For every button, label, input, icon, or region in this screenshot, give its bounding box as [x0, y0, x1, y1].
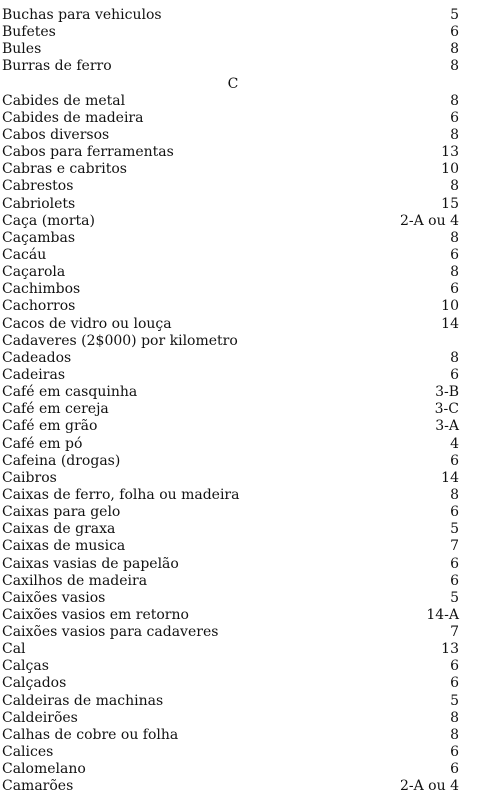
entry-code: 2-A ou 4 [399, 778, 459, 795]
entry-row [0, 316, 482, 333]
entry-name: Caça (morta) [2, 212, 95, 229]
entry-code: 14 [441, 469, 459, 486]
entry-row [0, 418, 482, 435]
entry-name: Caçarola [2, 264, 66, 281]
entry-row [0, 590, 482, 607]
entry-row [0, 350, 482, 367]
entry-row [0, 58, 482, 75]
entry-name: Cachorros [2, 298, 76, 315]
entry-code: 6 [450, 555, 459, 572]
section-letter: C [227, 75, 239, 92]
entry-code: 8 [450, 229, 459, 246]
entry-name: Calças [2, 658, 49, 675]
section-letter-wrap [0, 76, 482, 93]
entry-code: 8 [450, 709, 459, 726]
entry-row [0, 658, 482, 675]
entry-code: 8 [450, 92, 459, 109]
entry-name: Caxilhos de madeira [2, 572, 148, 589]
entry-row [0, 401, 482, 418]
entry-row [0, 93, 482, 110]
entry-name: Caixas de ferro, folha ou madeira [2, 486, 240, 503]
entry-code: 7 [450, 624, 459, 641]
entry-code: 14 [441, 315, 459, 332]
entry-name: Caçambas [2, 229, 76, 246]
entry-code: 7 [450, 538, 459, 555]
entry-row [0, 710, 482, 727]
entry-name: Café em cereja [2, 401, 109, 418]
entry-row [0, 436, 482, 453]
entry-row [0, 110, 482, 127]
entry-row [0, 230, 482, 247]
entry-row [0, 624, 482, 641]
entry-code: 3-C [434, 401, 459, 418]
entry-name: Calices [2, 744, 54, 761]
entry-name: Camarões [2, 778, 74, 795]
entry-row [0, 727, 482, 744]
entry-row [0, 7, 482, 24]
entry-name: Burras de ferro [2, 58, 112, 75]
entry-name: Café em pó [2, 435, 83, 452]
entry-code: 6 [450, 658, 459, 675]
entry-name: Cadeados [2, 349, 72, 366]
entry-code: 5 [450, 589, 459, 606]
entry-name: Calomelano [2, 761, 86, 778]
entry-row [0, 41, 482, 58]
entry-code: 4 [450, 435, 459, 452]
entry-code: 6 [450, 366, 459, 383]
entry-code: 8 [450, 486, 459, 503]
entry-name: Cadeiras [2, 366, 66, 383]
entry-name: Caixas vasias de papelão [2, 555, 179, 572]
entry-name: Buchas para vehiculos [2, 7, 162, 23]
entry-name: Caibros [2, 469, 57, 486]
entry-row [0, 487, 482, 504]
entry-row [0, 641, 482, 658]
entry-name: Cachimbos [2, 281, 81, 298]
entry-row [0, 470, 482, 487]
entry-name: Cal [2, 641, 26, 658]
entry-name: Cabriolets [2, 195, 76, 212]
entry-row [0, 556, 482, 573]
entry-code: 10 [441, 298, 459, 315]
entry-row [0, 367, 482, 384]
entry-name: Caldeirões [2, 709, 78, 726]
entry-row [0, 144, 482, 161]
entry-name: Cacáu [2, 246, 47, 263]
entry-name: Caixas de musica [2, 538, 126, 555]
entry-code: 8 [450, 178, 459, 195]
entry-name: Cadaveres (2$000) por kilometro [2, 332, 238, 349]
entry-code: 8 [450, 264, 459, 281]
entry-code: 8 [450, 726, 459, 743]
entry-row [0, 333, 482, 350]
entry-row [0, 281, 482, 298]
entry-code: 6 [450, 246, 459, 263]
entry-name: Cafeina (drogas) [2, 452, 121, 469]
entry-code: 2-A ou 4 [399, 212, 459, 229]
entry-name: Cabides de metal [2, 92, 126, 109]
entry-row [0, 213, 482, 230]
entry-name: Café em casquinha [2, 384, 138, 401]
entry-row [0, 778, 482, 795]
entry-code: 5 [450, 692, 459, 709]
entry-row [0, 761, 482, 778]
entry-row [0, 161, 482, 178]
entry-name: Calçados [2, 675, 67, 692]
entry-code: 8 [450, 41, 459, 58]
entry-row [0, 298, 482, 315]
entry-name: Cabos diversos [2, 126, 110, 143]
entry-name: Caixas para gelo [2, 504, 121, 521]
entry-row [0, 247, 482, 264]
entry-code: 8 [450, 349, 459, 366]
entry-row [0, 693, 482, 710]
entry-code: 6 [450, 744, 459, 761]
entry-name: Caldeiras de machinas [2, 692, 164, 709]
entry-name: Cabos para ferramentas [2, 144, 174, 161]
entry-name: Caixões vasios [2, 589, 106, 606]
entry-code: 3-A [435, 418, 459, 435]
entry-name: Cabrestos [2, 178, 74, 195]
entry-code: 13 [441, 641, 459, 658]
entry-code: 13 [441, 144, 459, 161]
entry-row [0, 573, 482, 590]
entry-row [0, 196, 482, 213]
entry-code: 15 [441, 195, 459, 212]
entry-name: Cabides de madeira [2, 109, 144, 126]
entry-row [0, 384, 482, 401]
entry-row [0, 744, 482, 761]
entry-code: 6 [450, 281, 459, 298]
entry-code: 6 [450, 572, 459, 589]
entry-row [0, 127, 482, 144]
entry-row [0, 538, 482, 555]
entry-code: 10 [441, 161, 459, 178]
entry-code: 6 [450, 504, 459, 521]
entry-code: 6 [450, 24, 459, 41]
entry-code: 5 [450, 7, 459, 23]
entry-list [0, 7, 482, 795]
entry-code: 6 [450, 109, 459, 126]
entry-code: 14-A [426, 606, 459, 623]
entry-code: 8 [450, 126, 459, 143]
entry-name: Cabras e cabritos [2, 161, 127, 178]
entry-name: Cacos de vidro ou louça [2, 315, 172, 332]
entry-row [0, 675, 482, 692]
entry-code: 5 [450, 521, 459, 538]
entry-name: Bules [2, 41, 42, 58]
entry-code: 6 [450, 675, 459, 692]
entry-row [0, 607, 482, 624]
entry-code: 3-B [435, 384, 459, 401]
entry-name: Café em grão [2, 418, 98, 435]
entry-row [0, 178, 482, 195]
entry-name: Bufetes [2, 24, 56, 41]
entry-name: Caixões vasios em retorno [2, 606, 189, 623]
entry-row [0, 453, 482, 470]
section-heading [0, 76, 482, 93]
entry-code: 6 [450, 761, 459, 778]
entry-row [0, 521, 482, 538]
entry-name: Calhas de cobre ou folha [2, 726, 179, 743]
entry-name: Caixas de graxa [2, 521, 116, 538]
entry-code: 8 [450, 58, 459, 75]
entry-row [0, 24, 482, 41]
entry-code: 6 [450, 452, 459, 469]
entry-row [0, 504, 482, 521]
entry-row [0, 264, 482, 281]
entry-name: Caixões vasios para cadaveres [2, 624, 219, 641]
